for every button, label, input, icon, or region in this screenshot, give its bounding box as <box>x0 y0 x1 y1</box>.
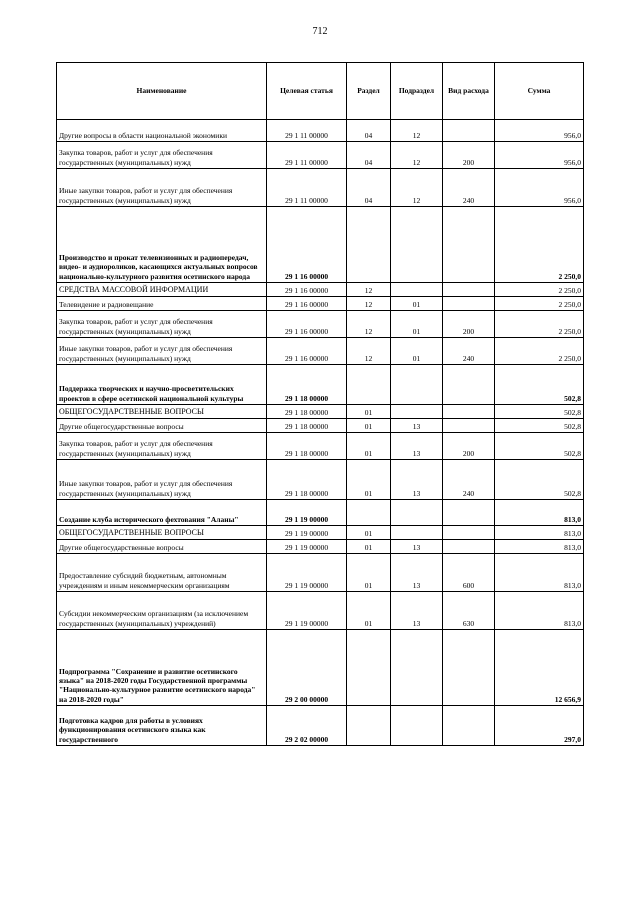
row-expense-type <box>443 500 495 526</box>
row-target: 29 1 18 00000 <box>267 419 347 433</box>
row-expense-type <box>443 540 495 554</box>
row-subsection <box>391 283 443 297</box>
row-amount: 502,8 <box>495 433 584 460</box>
row-name: Субсидии некоммерческим организациям (за исключением государственных (муниципальных) учреждений) <box>57 592 267 630</box>
table-row <box>57 460 584 500</box>
row-target: 29 1 11 00000 <box>267 142 347 169</box>
row-amount: 813,0 <box>495 526 584 540</box>
row-expense-type <box>443 365 495 405</box>
row-expense-type: 200 <box>443 433 495 460</box>
header-subsection: Подраздел <box>391 63 443 120</box>
header-section: Раздел <box>347 63 391 120</box>
table-row <box>57 419 584 433</box>
row-amount: 2 250,0 <box>495 297 584 311</box>
table-row <box>57 540 584 554</box>
row-target: 29 1 16 00000 <box>267 297 347 311</box>
row-name: Иные закупки товаров, работ и услуг для обеспечения государственных (муниципальных) нужд <box>57 460 267 500</box>
row-subsection: 01 <box>391 297 443 311</box>
table-row <box>57 311 584 338</box>
row-subsection: 13 <box>391 554 443 592</box>
row-expense-type <box>443 207 495 283</box>
header-amount: Сумма <box>495 63 584 120</box>
row-name: Иные закупки товаров, работ и услуг для обеспечения государственных (муниципальных) нужд <box>57 169 267 207</box>
row-amount: 502,8 <box>495 419 584 433</box>
row-section <box>347 500 391 526</box>
row-target: 29 1 16 00000 <box>267 207 347 283</box>
row-amount: 956,0 <box>495 142 584 169</box>
row-subsection: 12 <box>391 120 443 142</box>
row-subsection: 01 <box>391 311 443 338</box>
row-name: Производство и прокат телевизионных и радиопередач, видео- и аудиороликов, касающихся актуальных вопросов национально-культурного развития осетинского народа <box>57 207 267 283</box>
row-amount: 2 250,0 <box>495 283 584 297</box>
row-section: 01 <box>347 405 391 419</box>
row-target: 29 1 18 00000 <box>267 460 347 500</box>
row-target: 29 1 18 00000 <box>267 433 347 460</box>
table-row <box>57 706 584 746</box>
row-section: 12 <box>347 297 391 311</box>
row-target: 29 1 19 00000 <box>267 540 347 554</box>
row-amount: 12 656,9 <box>495 630 584 706</box>
row-subsection <box>391 405 443 419</box>
row-subsection <box>391 500 443 526</box>
table-row <box>57 365 584 405</box>
row-subsection: 13 <box>391 419 443 433</box>
table-row <box>57 630 584 706</box>
table-row <box>57 526 584 540</box>
row-section: 01 <box>347 592 391 630</box>
table-row <box>57 554 584 592</box>
row-section: 04 <box>347 142 391 169</box>
row-section: 01 <box>347 526 391 540</box>
row-name: Другие вопросы в области национальной экономики <box>57 120 267 142</box>
row-expense-type <box>443 405 495 419</box>
row-section: 01 <box>347 419 391 433</box>
row-name: Иные закупки товаров, работ и услуг для обеспечения государственных (муниципальных) нужд <box>57 338 267 365</box>
row-name: Подпрограмма "Сохранение и развитие осетинского языка" на 2018-2020 годы Государственной программы "Национально-культурное развитие осетинского народа" на 2018-2020 годы" <box>57 630 267 706</box>
row-amount: 2 250,0 <box>495 207 584 283</box>
row-section: 01 <box>347 540 391 554</box>
row-section: 04 <box>347 169 391 207</box>
row-section: 01 <box>347 554 391 592</box>
row-section: 01 <box>347 433 391 460</box>
row-section: 04 <box>347 120 391 142</box>
row-name: Другие общегосударственные вопросы <box>57 419 267 433</box>
row-target: 29 1 18 00000 <box>267 405 347 419</box>
header-target: Целевая статья <box>267 63 347 120</box>
table-row <box>57 297 584 311</box>
header-name: Наименование <box>57 63 267 120</box>
page-number: 712 <box>312 26 328 37</box>
row-target: 29 2 02 00000 <box>267 706 347 746</box>
budget-table <box>56 62 584 746</box>
row-section <box>347 706 391 746</box>
row-expense-type <box>443 706 495 746</box>
table-header-row <box>57 63 584 120</box>
row-name: Другие общегосударственные вопросы <box>57 540 267 554</box>
row-section: 01 <box>347 460 391 500</box>
row-subsection: 12 <box>391 169 443 207</box>
row-subsection: 13 <box>391 592 443 630</box>
row-expense-type: 240 <box>443 169 495 207</box>
row-target: 29 1 19 00000 <box>267 526 347 540</box>
row-target: 29 1 11 00000 <box>267 120 347 142</box>
row-target: 29 2 00 00000 <box>267 630 347 706</box>
row-name: Подготовка кадров для работы в условиях функционирования осетинского языка как государственного <box>57 706 267 746</box>
row-subsection <box>391 630 443 706</box>
row-subsection <box>391 526 443 540</box>
row-expense-type <box>443 419 495 433</box>
table-body <box>57 120 584 746</box>
row-subsection <box>391 706 443 746</box>
row-expense-type: 630 <box>443 592 495 630</box>
table-row <box>57 120 584 142</box>
row-target: 29 1 19 00000 <box>267 554 347 592</box>
table-row <box>57 142 584 169</box>
row-expense-type: 600 <box>443 554 495 592</box>
row-expense-type <box>443 120 495 142</box>
row-name: Закупка товаров, работ и услуг для обеспечения государственных (муниципальных) нужд <box>57 142 267 169</box>
row-expense-type: 240 <box>443 338 495 365</box>
row-amount: 297,0 <box>495 706 584 746</box>
row-amount: 813,0 <box>495 500 584 526</box>
row-name: Закупка товаров, работ и услуг для обеспечения государственных (муниципальных) нужд <box>57 433 267 460</box>
row-name: Телевидение и радиовещание <box>57 297 267 311</box>
row-expense-type <box>443 630 495 706</box>
row-section <box>347 365 391 405</box>
row-target: 29 1 16 00000 <box>267 311 347 338</box>
table-row <box>57 283 584 297</box>
row-subsection: 13 <box>391 460 443 500</box>
row-name: СРЕДСТВА МАССОВОЙ ИНФОРМАЦИИ <box>57 283 267 297</box>
row-amount: 2 250,0 <box>495 338 584 365</box>
table-row <box>57 338 584 365</box>
row-amount: 502,8 <box>495 460 584 500</box>
row-expense-type <box>443 283 495 297</box>
row-target: 29 1 11 00000 <box>267 169 347 207</box>
row-amount: 2 250,0 <box>495 311 584 338</box>
table-row <box>57 500 584 526</box>
table-row <box>57 405 584 419</box>
row-amount: 956,0 <box>495 169 584 207</box>
row-name: Поддержка творческих и научно-просветительских проектов в сфере осетинской национальной культуры <box>57 365 267 405</box>
table-row <box>57 433 584 460</box>
row-name: Создание клуба исторического фехтования "Аланы" <box>57 500 267 526</box>
row-target: 29 1 16 00000 <box>267 338 347 365</box>
row-subsection <box>391 365 443 405</box>
row-expense-type <box>443 526 495 540</box>
row-subsection: 01 <box>391 338 443 365</box>
row-expense-type <box>443 297 495 311</box>
row-amount: 502,8 <box>495 405 584 419</box>
row-amount: 956,0 <box>495 120 584 142</box>
row-amount: 813,0 <box>495 592 584 630</box>
row-name: ОБЩЕГОСУДАРСТВЕННЫЕ ВОПРОСЫ <box>57 405 267 419</box>
header-expense-type: Вид расхода <box>443 63 495 120</box>
row-amount: 813,0 <box>495 540 584 554</box>
table-row <box>57 207 584 283</box>
row-expense-type: 200 <box>443 142 495 169</box>
row-section: 12 <box>347 311 391 338</box>
row-subsection: 12 <box>391 142 443 169</box>
row-section <box>347 630 391 706</box>
row-target: 29 1 16 00000 <box>267 283 347 297</box>
row-expense-type: 240 <box>443 460 495 500</box>
row-subsection <box>391 207 443 283</box>
row-target: 29 1 18 00000 <box>267 365 347 405</box>
row-expense-type: 200 <box>443 311 495 338</box>
row-subsection: 13 <box>391 433 443 460</box>
row-section: 12 <box>347 338 391 365</box>
row-section: 12 <box>347 283 391 297</box>
table-row <box>57 169 584 207</box>
row-name: ОБЩЕГОСУДАРСТВЕННЫЕ ВОПРОСЫ <box>57 526 267 540</box>
row-subsection: 13 <box>391 540 443 554</box>
row-amount: 502,8 <box>495 365 584 405</box>
table-row <box>57 592 584 630</box>
row-name: Закупка товаров, работ и услуг для обеспечения государственных (муниципальных) нужд <box>57 311 267 338</box>
row-target: 29 1 19 00000 <box>267 500 347 526</box>
row-section <box>347 207 391 283</box>
row-amount: 813,0 <box>495 554 584 592</box>
row-name: Предоставление субсидий бюджетным, автономным учреждениям и иным некоммерческим организациям <box>57 554 267 592</box>
row-target: 29 1 19 00000 <box>267 592 347 630</box>
